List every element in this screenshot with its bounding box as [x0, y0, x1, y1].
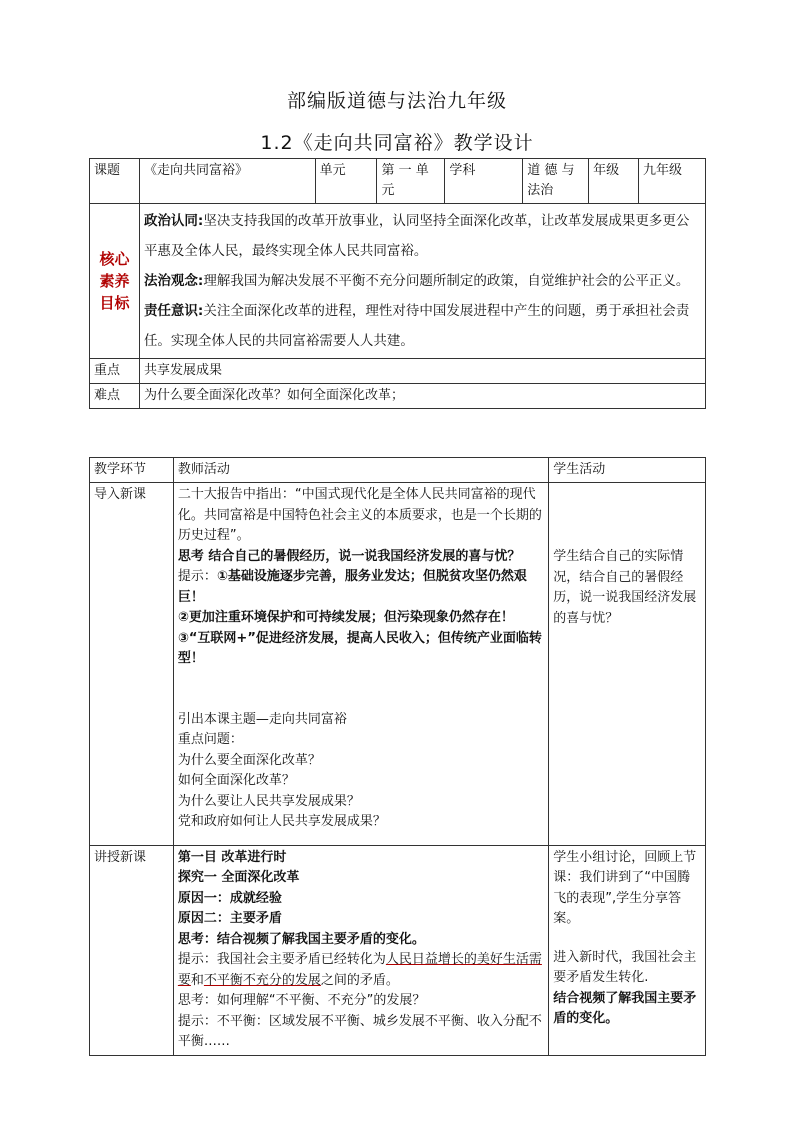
teacher-activity-cell: [173, 483, 548, 846]
lead-topic: 引出本课主题—走向共同富裕: [177, 711, 347, 727]
student-activity-text: 进入新时代，我国社会主要矛盾发生转化.: [553, 949, 697, 985]
goal-head: 责任意识:: [143, 303, 204, 319]
reason-line: 原因一：成就经验: [177, 890, 282, 906]
goals-content: [139, 204, 705, 359]
teaching-process-table: [89, 457, 706, 1056]
difficult-value: 为什么要全面深化改革？如何全面深化改革；: [139, 384, 705, 409]
student-activity-cell: [549, 845, 706, 1055]
think-question: 思考：如何理解“不平衡、不充分”的发展？: [177, 993, 426, 1008]
label-subject: 学科: [445, 159, 523, 204]
blank-space: [553, 930, 701, 948]
key-value: 共享发展成果: [139, 359, 705, 384]
hint-label: 提示：: [177, 569, 217, 584]
info-row: [90, 159, 706, 204]
process-header-row: [90, 458, 706, 483]
goal-item: [144, 266, 701, 296]
goal-text: 关注全面深化改革的进程，理性对待中国发展进程中产生的问题，勇于承担社会责任。实现全体人民的共同富裕需要人人共建。: [143, 303, 690, 349]
section-title: 第一目 改革进行时: [177, 849, 287, 865]
intro-quote: 二十大报告中指出：“中国式现代化是全体人民共同富裕的现代化。共同富裕是中国特色社会主义的本质要求，也是一个长期的历史过程”。: [177, 487, 542, 543]
goal-head: 法治观念:: [143, 273, 204, 289]
teacher-activity-cell: [173, 845, 548, 1055]
goal-item: [144, 206, 701, 266]
student-activity-cell: [549, 483, 706, 846]
think-question: 思考 结合自己的暑假经历，说一说我国经济发展的喜与忧？: [177, 548, 521, 564]
doc-title-series: 部编版道德与法治九年级: [286, 90, 507, 112]
student-activity-text: 学生小组讨论，回顾上节课：我们讲到了“中国腾飞的表现”,学生分享答案。: [553, 849, 697, 926]
think-question: 思考：结合视频了解我国主要矛盾的变化。: [177, 931, 425, 947]
blank-space: [553, 485, 701, 547]
hint-line: [178, 567, 544, 608]
hint-line: ②更加注重环境保护和可持续发展；但污染现象仍然存在！: [177, 610, 514, 625]
hint-line: ③“互联网+”促进经济发展，提高人民收入；但传统产业面临转型！: [177, 630, 542, 666]
label-topic: 课题: [90, 159, 140, 204]
key-question: 为什么要全面深化改革？: [177, 752, 321, 768]
reason-line: 原因二：主要矛盾: [177, 911, 282, 926]
underlined-term: 人民日益增长的美好生活需要: [177, 952, 542, 988]
hint-line: 提示：不平衡：区域发展不平衡、城乡发展不平衡、收入分配不平衡……: [177, 1013, 542, 1049]
lesson-info-table: [89, 158, 706, 409]
key-questions-label: 重点问题：: [177, 732, 243, 747]
header-stage: 教学环节: [90, 458, 174, 483]
student-activity-text: 结合视频了解我国主要矛盾的变化。: [553, 990, 697, 1026]
hint-text: 提示：我国社会主要矛盾已经转化为: [177, 952, 386, 967]
goal-item: [144, 296, 701, 356]
process-row-intro: [90, 483, 706, 846]
difficult-label: 难点: [90, 384, 140, 409]
label-unit: 单元: [315, 159, 377, 204]
goal-text: 理解我国为解决发展不平衡不充分问题所制定的政策，自觉维护社会的公平正义。: [203, 273, 690, 289]
hint-text: ①基础设施逐步完善，服务业发达；但脱贫攻坚仍然艰巨！: [177, 569, 527, 605]
underlined-term: 不平衡不充分的发展: [203, 972, 321, 988]
explore-title: 探究一 全面深化改革: [177, 870, 300, 885]
stage-cell: 讲授新课: [90, 845, 174, 1055]
header-teacher: 教师活动: [173, 458, 548, 483]
process-row-lecture: [90, 845, 706, 1055]
subject-value: 道 德 与法治: [523, 159, 589, 204]
key-question: 如何全面深化改革？: [177, 773, 295, 788]
student-activity-text: 学生结合自己的实际情况，结合自己的暑假经历，说一说我国经济发展的喜与忧？: [553, 549, 697, 626]
unit-value: 第 一 单元: [377, 159, 445, 204]
blank-space: [178, 670, 544, 710]
grade-value: 九年级: [639, 159, 706, 204]
key-row: [90, 359, 706, 384]
key-label: 重点: [90, 359, 140, 384]
stage-cell: 导入新课: [90, 483, 174, 846]
difficult-row: [90, 384, 706, 409]
goals-label: 核心素养目标: [90, 204, 140, 359]
goal-head: 政治认同:: [143, 213, 204, 229]
doc-title-lesson: 1.2《走向共同富裕》教学设计: [260, 132, 534, 154]
hint-line: [178, 950, 544, 991]
header-student: 学生活动: [549, 458, 706, 483]
hint-text: 和: [190, 972, 204, 988]
blank-space: [178, 833, 544, 843]
key-question: 党和政府如何让人民共享发展成果？: [177, 814, 386, 829]
topic-value: 《走向共同富裕》: [139, 159, 315, 204]
goals-row: [90, 204, 706, 359]
hint-text: 之间的矛盾。: [320, 972, 399, 988]
label-grade: 年级: [589, 159, 639, 204]
key-question: 为什么要让人民共享发展成果？: [177, 793, 360, 809]
goal-text: 坚决支持我国的改革开放事业，认同坚持全面深化改革，让改革发展成果更多更公平惠及全体人民，最终实现全体人民共同富裕。: [143, 213, 690, 259]
